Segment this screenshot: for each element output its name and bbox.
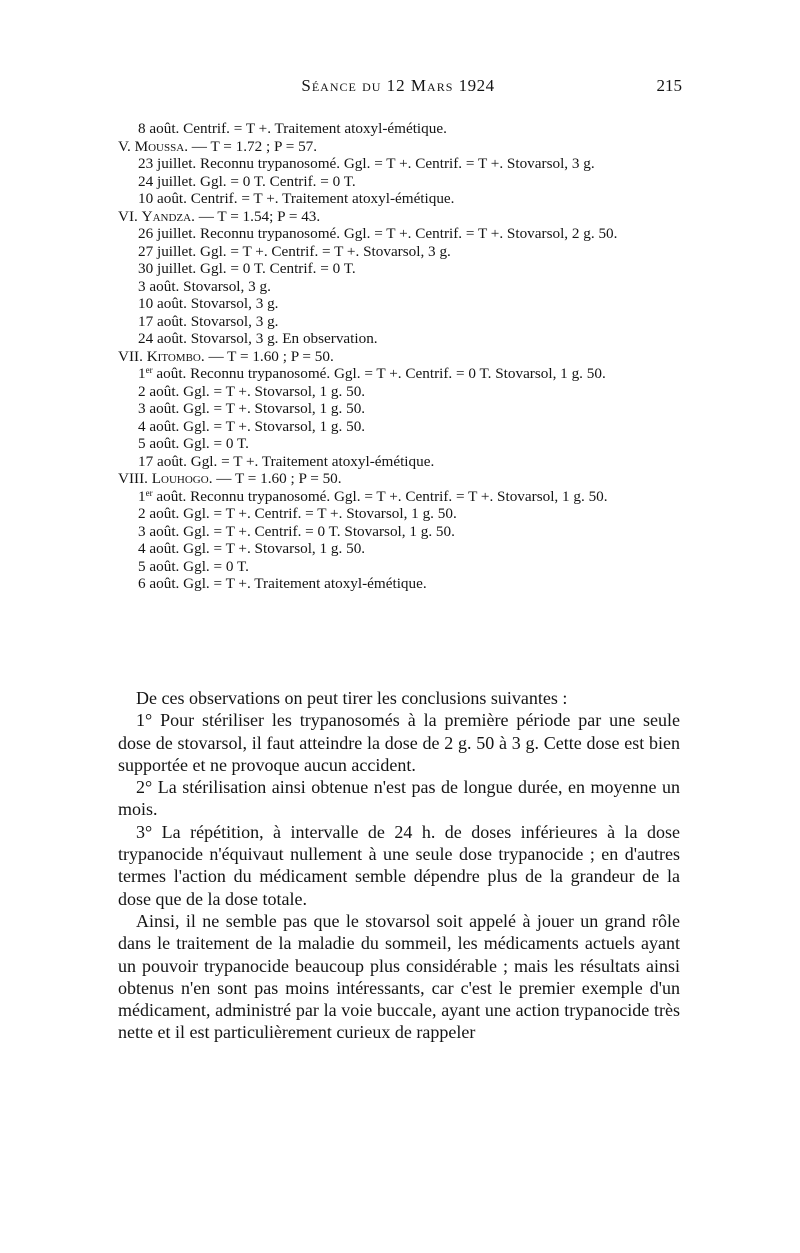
note-line: 8 août. Centrif. = T +. Traitement atoxyl-émétique.	[138, 120, 447, 137]
body-paragraph: 1° Pour stériliser les trypanosomés à la première période par une seule dose de stovarsol, il faut atteindre la dose de 2 g. 50 à 3 g. Cette dose est bien supportée et ne provoque aucun accident.	[118, 710, 680, 775]
case-heading: VII. Kitombo. — T = 1.60 ; P = 50.	[118, 347, 334, 365]
case-measurements: — T = 1.60 ; P = 50.	[212, 470, 342, 487]
note-line: 23 juillet. Reconnu trypanosomé. Ggl. = T +. Centrif. = T +. Stovarsol, 3 g.	[138, 155, 595, 172]
case-number: VII.	[118, 347, 143, 365]
running-head-title	[110, 76, 686, 96]
note-line: 4 août. Ggl. = T +. Stovarsol, 1 g. 50.	[138, 540, 366, 557]
note-line	[118, 365, 680, 383]
body-paragraph: 2° La stérilisation ainsi obtenue n'est pas de longue durée, en moyenne un mois.	[118, 777, 680, 820]
body-paragraph: De ces observations on peut tirer les conclusions suivantes :	[136, 688, 568, 708]
case-heading: VI. Yandza. — T = 1.54; P = 43.	[118, 207, 321, 225]
note-line: 26 juillet. Reconnu trypanosomé. Ggl. = T +. Centrif. = T +. Stovarsol, 2 g. 50.	[138, 225, 618, 242]
patient-name: Kitombo	[146, 347, 201, 365]
ordinal-superscript: er	[145, 487, 153, 498]
case-heading: V. Moussa. — T = 1.72 ; P = 57.	[118, 137, 318, 155]
body-paragraph: 3° La répétition, à intervalle de 24 h. de doses inférieures à la dose trypanocide n'équivaut nullement à une seule dose trypanocide ; en d'autres termes l'action du médicament semble dépendre plus de la grandeur de la dose que de la dose totale.	[118, 821, 680, 909]
case-notes	[118, 120, 680, 593]
patient-name: Moussa	[134, 137, 185, 155]
running-head	[110, 72, 686, 100]
body-paragraph: Ainsi, il ne semble pas que le stovarsol soit appelé à jouer un grand rôle dans le traitement de la maladie du sommeil, les médicaments actuels ayant un pouvoir trypanocide beaucoup plus considérable ; mais les résultats ainsi obtenus n'en sont pas moins intéressants, car c'est le premier exemple d'un médicament, administré par la voie buccale, ayant une action trypanocide très nette et il est particulièrement curieux de rappeler	[118, 910, 680, 1043]
case-number: VI.	[118, 207, 138, 225]
case-number: VIII.	[118, 470, 148, 487]
note-line: 6 août. Ggl. = T +. Traitement atoxyl-émétique.	[138, 575, 427, 592]
note-line: 4 août. Ggl. = T +. Stovarsol, 1 g. 50.	[138, 417, 366, 435]
note-line: 3 août. Ggl. = T +. Centrif. = 0 T. Stovarsol, 1 g. 50.	[138, 522, 455, 540]
note-line: 17 août. Ggl. = T +. Traitement atoxyl-émétique.	[138, 452, 435, 470]
note-line: 24 juillet. Ggl. = 0 T. Centrif. = 0 T.	[138, 172, 356, 190]
note-line: 10 août. Centrif. = T +. Traitement atoxyl-émétique.	[138, 190, 455, 207]
note-line: 2 août. Ggl. = T +. Stovarsol, 1 g. 50.	[138, 382, 366, 400]
note-line	[118, 488, 680, 506]
note-line: 10 août. Stovarsol, 3 g.	[138, 295, 279, 312]
session-title: Séance du 12 Mars	[301, 76, 454, 95]
note-line: 2 août. Ggl. = T +. Centrif. = T +. Stovarsol, 1 g. 50.	[138, 505, 457, 522]
case-measurements: — T = 1.60 ; P = 50.	[204, 347, 334, 365]
session-year: 1924	[458, 76, 495, 95]
case-measurements: — T = 1.54; P = 43.	[194, 207, 321, 225]
date-number: 1	[138, 365, 146, 382]
note-line: 5 août. Ggl. = 0 T.	[138, 435, 249, 452]
note-line: 24 août. Stovarsol, 3 g. En observation.	[138, 330, 378, 347]
note-line: 3 août. Stovarsol, 3 g.	[138, 277, 271, 295]
patient-name: Louhogo	[151, 470, 209, 487]
note-line: 3 août. Ggl. = T +. Stovarsol, 1 g. 50.	[138, 400, 366, 417]
patient-name: Yandza	[141, 207, 192, 225]
conclusions-text	[118, 687, 680, 1044]
page-number: 215	[656, 76, 682, 95]
case-number: V.	[118, 137, 131, 155]
note-line: 30 juillet. Ggl. = 0 T. Centrif. = 0 T.	[138, 260, 356, 277]
date-number: 1	[138, 487, 146, 505]
note-text: août. Reconnu trypanosomé. Ggl. = T +. Centrif. = T +. Stovarsol, 1 g. 50.	[152, 487, 608, 505]
note-line: 5 août. Ggl. = 0 T.	[138, 557, 249, 575]
case-measurements: — T = 1.72 ; P = 57.	[187, 137, 318, 155]
ordinal-superscript: er	[145, 365, 153, 375]
case-heading: VIII. Louhogo. — T = 1.60 ; P = 50.	[118, 470, 342, 487]
note-line: 17 août. Stovarsol, 3 g.	[138, 312, 279, 330]
note-line: 27 juillet. Ggl. = T +. Centrif. = T +. Stovarsol, 3 g.	[138, 242, 451, 260]
note-text: août. Reconnu trypanosomé. Ggl. = T +. Centrif. = 0 T. Stovarsol, 1 g. 50.	[152, 365, 606, 382]
